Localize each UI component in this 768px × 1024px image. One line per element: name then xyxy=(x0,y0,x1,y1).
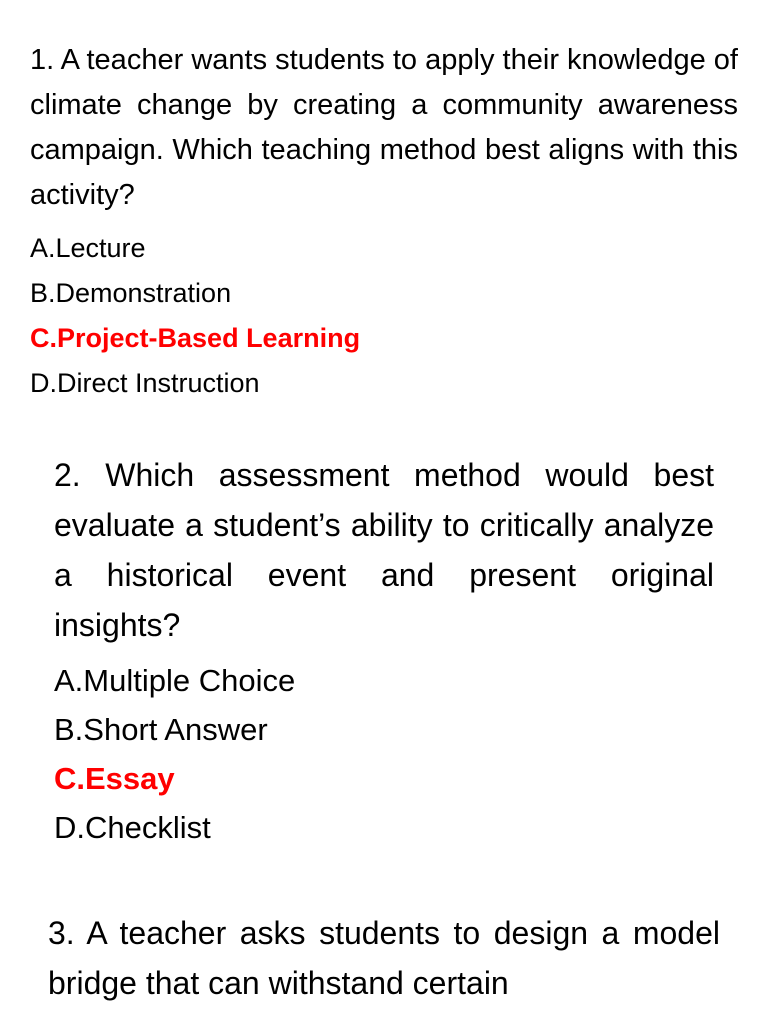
question-1-option-b: B.Demonstration xyxy=(30,278,232,308)
question-1 xyxy=(30,38,738,406)
question-2-option-d: D.Checklist xyxy=(54,810,211,845)
question-2-stem: 2. Which assessment method would best evaluate a student’s ability to critically analyze a historical event and present original insights? xyxy=(54,457,714,643)
question-1-option-c-correct: C.Project-Based Learning xyxy=(30,323,361,353)
question-1-option-a: A.Lecture xyxy=(30,233,146,263)
question-2 xyxy=(54,450,714,852)
question-3 xyxy=(48,908,720,1008)
question-2-option-a: A.Multiple Choice xyxy=(54,663,296,698)
question-1-option-d: D.Direct Instruction xyxy=(30,368,260,398)
question-2-option-b: B.Short Answer xyxy=(54,712,268,747)
question-2-options xyxy=(54,656,714,852)
question-2-option-c-correct: C.Essay xyxy=(54,761,175,796)
question-1-options xyxy=(30,226,738,406)
question-1-stem: 1. A teacher wants students to apply their knowledge of climate change by creating a community awareness campaign. Which teaching method best aligns with this activity? xyxy=(30,44,738,211)
question-3-stem: 3. A teacher asks students to design a model bridge that can withstand certain xyxy=(48,915,720,1001)
